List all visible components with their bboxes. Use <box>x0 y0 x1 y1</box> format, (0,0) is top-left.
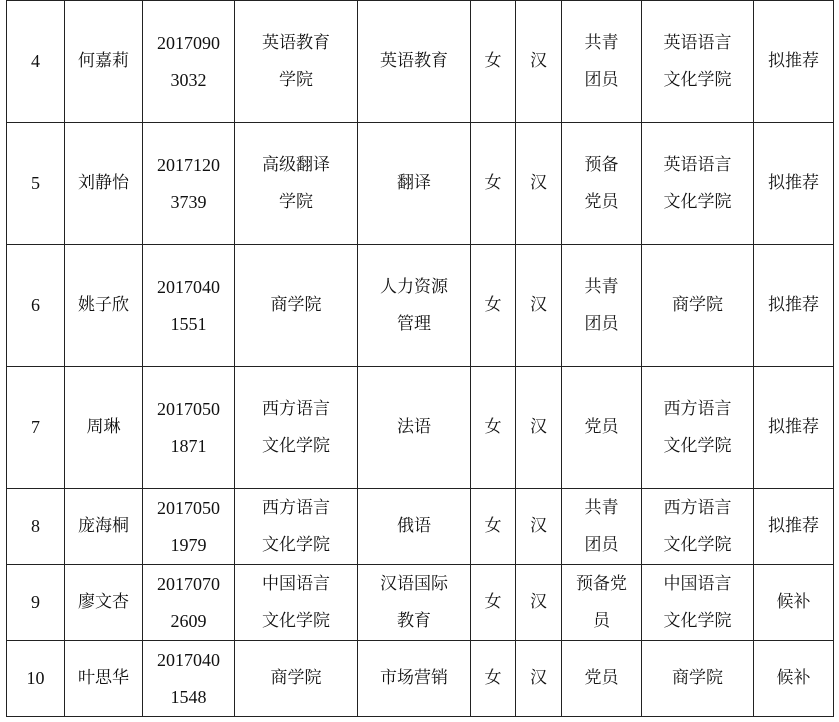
college-line: 西方语言 <box>262 497 330 518</box>
major-cell <box>358 123 471 245</box>
major-line: 人力资源 <box>380 276 448 297</box>
political-status-line: 团员 <box>584 313 619 334</box>
recommending-unit-line: 商学院 <box>672 668 723 688</box>
college-cell <box>235 641 358 717</box>
recommending-unit-cell <box>642 489 754 565</box>
recommending-unit-cell <box>642 123 754 245</box>
ethnicity-cell: 汉 <box>516 367 562 489</box>
recommendation-result-cell: 候补 <box>754 565 834 641</box>
recommending-unit-cell <box>642 367 754 489</box>
recommendation-result-cell: 拟推荐 <box>754 123 834 245</box>
major-cell <box>358 367 471 489</box>
major-line: 法语 <box>397 417 431 437</box>
student-name-cell: 姚子欣 <box>65 245 143 367</box>
college-line: 英语教育 <box>262 32 330 53</box>
gender-cell: 女 <box>471 565 516 641</box>
college-cell <box>235 245 358 367</box>
recommending-unit-line: 西方语言 <box>663 497 732 518</box>
major-line: 市场营销 <box>380 668 448 688</box>
gender-cell: 女 <box>471 123 516 245</box>
student-name-cell: 刘静怡 <box>65 123 143 245</box>
student-id-cell <box>143 123 235 245</box>
gender-cell: 女 <box>471 489 516 565</box>
row-number-cell: 6 <box>7 245 65 367</box>
table-row <box>7 641 834 717</box>
college-cell <box>235 123 358 245</box>
college-cell <box>235 367 358 489</box>
political-status-line: 共青 <box>584 32 619 53</box>
student-id-cell <box>143 641 235 717</box>
recommending-unit-line: 文化学院 <box>663 610 732 631</box>
major-cell <box>358 489 471 565</box>
ethnicity-cell: 汉 <box>516 1 562 123</box>
college-line: 中国语言 <box>262 573 330 594</box>
student-name-cell: 叶思华 <box>65 641 143 717</box>
political-status-line: 党员 <box>584 191 619 212</box>
student-name-cell: 廖文杏 <box>65 565 143 641</box>
student-id-line: 3032 <box>170 69 207 90</box>
ethnicity-cell: 汉 <box>516 641 562 717</box>
row-number-cell: 7 <box>7 367 65 489</box>
college-line: 高级翻译 <box>262 154 330 175</box>
political-status-cell <box>562 641 642 717</box>
college-line: 文化学院 <box>262 435 330 456</box>
student-id-cell <box>143 489 235 565</box>
row-number-cell: 9 <box>7 565 65 641</box>
student-id-cell <box>143 1 235 123</box>
gender-cell: 女 <box>471 1 516 123</box>
recommending-unit-line: 中国语言 <box>663 573 732 594</box>
political-status-line: 员 <box>593 610 610 631</box>
table-row <box>7 367 834 489</box>
major-cell <box>358 245 471 367</box>
college-line: 学院 <box>279 191 313 212</box>
recommending-unit-line: 商学院 <box>672 295 723 315</box>
table-body <box>7 1 834 717</box>
student-id-line: 1551 <box>170 313 207 334</box>
recommending-unit-line: 文化学院 <box>663 534 732 555</box>
recommending-unit-cell <box>642 1 754 123</box>
political-status-line: 共青 <box>584 276 619 297</box>
college-line: 西方语言 <box>262 398 330 419</box>
college-line: 学院 <box>279 69 313 90</box>
recommending-unit-line: 文化学院 <box>663 191 732 212</box>
political-status-cell <box>562 245 642 367</box>
major-line: 英语教育 <box>380 51 448 71</box>
college-cell <box>235 1 358 123</box>
table-row <box>7 1 834 123</box>
recommending-unit-line: 英语语言 <box>663 154 732 175</box>
table-row <box>7 245 834 367</box>
student-name-cell: 庞海桐 <box>65 489 143 565</box>
recommendation-result-cell: 拟推荐 <box>754 367 834 489</box>
student-id-line: 2017070 <box>157 573 220 594</box>
student-id-line: 2017050 <box>157 398 220 419</box>
college-cell <box>235 489 358 565</box>
student-id-line: 2017040 <box>157 276 220 297</box>
major-line: 教育 <box>397 610 431 631</box>
recommending-unit-cell <box>642 565 754 641</box>
college-line: 文化学院 <box>262 534 330 555</box>
recommendation-result-cell: 候补 <box>754 641 834 717</box>
major-line: 管理 <box>397 313 431 334</box>
table-row <box>7 123 834 245</box>
student-id-line: 1548 <box>170 686 207 707</box>
table-row <box>7 565 834 641</box>
political-status-cell <box>562 1 642 123</box>
row-number-cell: 4 <box>7 1 65 123</box>
college-line: 商学院 <box>270 295 322 315</box>
student-id-cell <box>143 367 235 489</box>
ethnicity-cell: 汉 <box>516 123 562 245</box>
candidate-table <box>6 0 834 717</box>
political-status-cell <box>562 367 642 489</box>
major-cell <box>358 1 471 123</box>
recommendation-result-cell: 拟推荐 <box>754 245 834 367</box>
major-cell <box>358 565 471 641</box>
row-number-cell: 10 <box>7 641 65 717</box>
recommending-unit-line: 西方语言 <box>663 398 732 419</box>
gender-cell: 女 <box>471 641 516 717</box>
student-id-line: 2017040 <box>157 649 220 670</box>
major-line: 俄语 <box>397 516 431 536</box>
student-id-line: 1979 <box>170 534 207 555</box>
major-line: 翻译 <box>397 173 431 193</box>
political-status-line: 预备党 <box>576 573 627 594</box>
major-line: 汉语国际 <box>380 573 448 594</box>
row-number-cell: 5 <box>7 123 65 245</box>
recommending-unit-line: 英语语言 <box>663 32 732 53</box>
political-status-cell <box>562 565 642 641</box>
student-id-cell <box>143 245 235 367</box>
recommending-unit-cell <box>642 245 754 367</box>
row-number-cell: 8 <box>7 489 65 565</box>
student-name-cell: 何嘉莉 <box>65 1 143 123</box>
recommendation-result-cell: 拟推荐 <box>754 489 834 565</box>
gender-cell: 女 <box>471 367 516 489</box>
political-status-cell <box>562 123 642 245</box>
college-line: 商学院 <box>270 668 322 688</box>
student-id-line: 2017120 <box>157 154 220 175</box>
table-row <box>7 489 834 565</box>
political-status-line: 团员 <box>584 534 619 555</box>
student-id-line: 2609 <box>170 610 207 631</box>
political-status-line: 共青 <box>584 497 619 518</box>
ethnicity-cell: 汉 <box>516 245 562 367</box>
student-id-line: 1871 <box>170 435 207 456</box>
college-line: 文化学院 <box>262 610 330 631</box>
student-id-line: 3739 <box>170 191 207 212</box>
political-status-line: 团员 <box>584 69 619 90</box>
recommending-unit-line: 文化学院 <box>663 69 732 90</box>
recommending-unit-line: 文化学院 <box>663 435 732 456</box>
recommending-unit-cell <box>642 641 754 717</box>
political-status-cell <box>562 489 642 565</box>
student-name-cell: 周琳 <box>65 367 143 489</box>
political-status-line: 预备 <box>584 154 619 175</box>
political-status-line: 党员 <box>584 417 619 437</box>
recommendation-result-cell: 拟推荐 <box>754 1 834 123</box>
political-status-line: 党员 <box>584 668 619 688</box>
student-id-line: 2017050 <box>157 497 220 518</box>
ethnicity-cell: 汉 <box>516 565 562 641</box>
college-cell <box>235 565 358 641</box>
major-cell <box>358 641 471 717</box>
student-id-line: 2017090 <box>157 32 220 53</box>
ethnicity-cell: 汉 <box>516 489 562 565</box>
gender-cell: 女 <box>471 245 516 367</box>
student-id-cell <box>143 565 235 641</box>
